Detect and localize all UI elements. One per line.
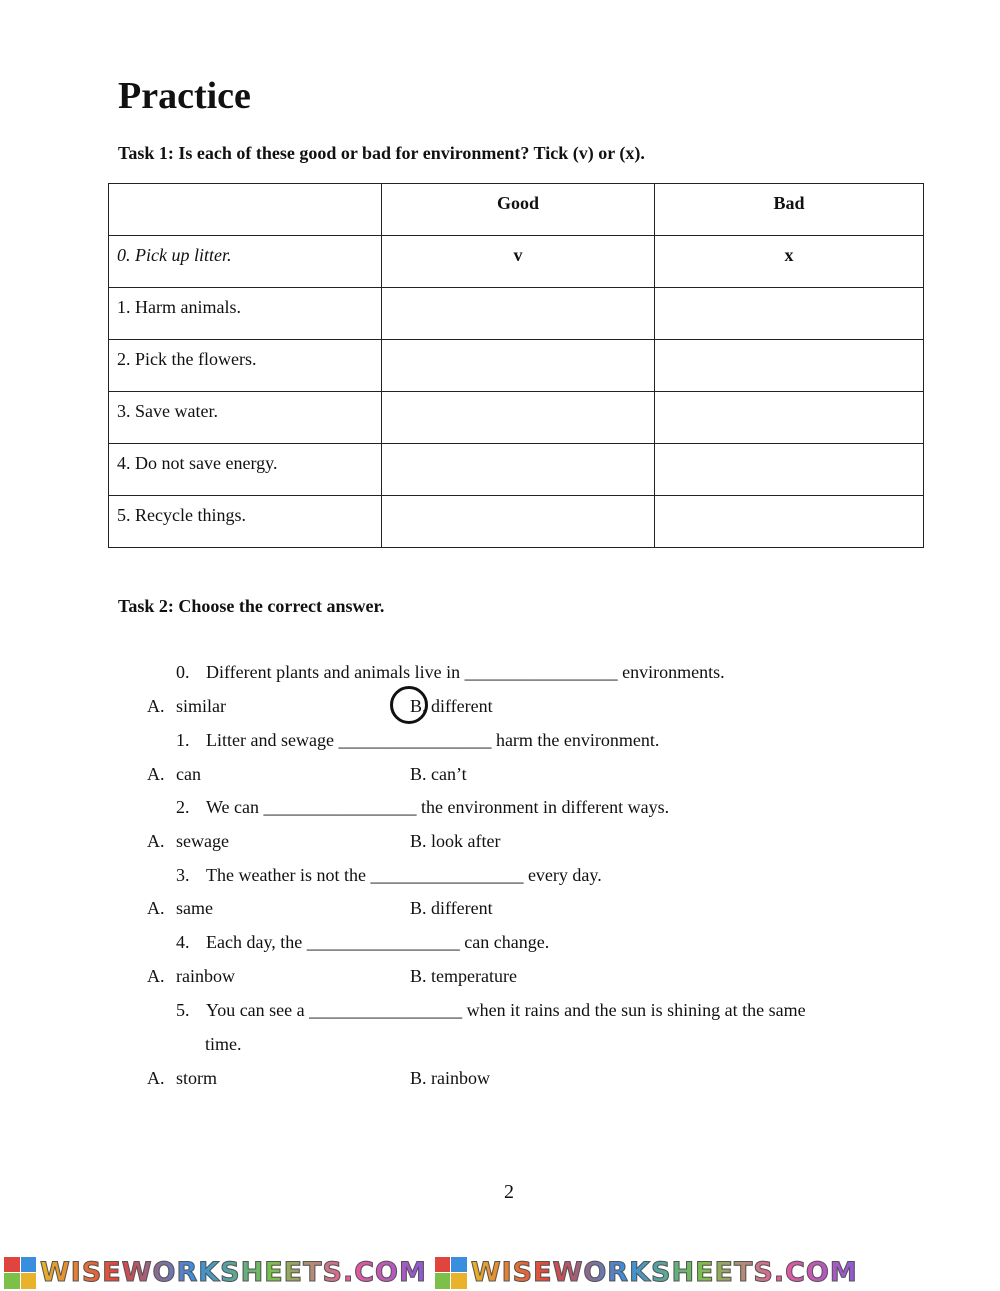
question-5-continuation: time. (205, 1034, 242, 1054)
table-row (109, 236, 924, 288)
logo-cell (21, 1273, 37, 1289)
table-header-row (109, 184, 924, 236)
tick-table (108, 183, 924, 548)
option-a-text: similar (176, 696, 226, 716)
footer-logo (4, 1257, 427, 1289)
option-a[interactable] (147, 764, 201, 785)
bad-cell: x (655, 236, 924, 288)
brand-text: WISEWORKSHEETS.COM (470, 1257, 858, 1288)
question-3 (176, 865, 602, 886)
option-a-text: same (176, 898, 213, 918)
logo-cell (4, 1257, 20, 1273)
question-2 (176, 797, 669, 818)
table-row (109, 340, 924, 392)
question-number: 4. (176, 932, 190, 952)
answer-circle-mark (390, 686, 428, 724)
bad-cell[interactable] (655, 392, 924, 444)
option-b[interactable]: B. different (410, 898, 493, 918)
option-a-label: A. (147, 831, 165, 851)
question-text: Different plants and animals live in _________________ environments. (206, 662, 725, 682)
logo-grid-icon (435, 1257, 467, 1289)
logo-cell (435, 1257, 451, 1273)
bad-cell[interactable] (655, 496, 924, 548)
bad-cell[interactable] (655, 288, 924, 340)
option-a-text: sewage (176, 831, 229, 851)
option-a-label: A. (147, 966, 165, 986)
option-a-label: A. (147, 898, 165, 918)
question-text: We can _________________ the environment in different ways. (206, 797, 670, 817)
statement-cell: 1. Harm animals. (109, 288, 382, 340)
logo-cell (4, 1273, 20, 1289)
statement-cell: 3. Save water. (109, 392, 382, 444)
option-a-text: can (176, 764, 201, 784)
question-text: The weather is not the _________________ every day. (206, 865, 602, 885)
brand-text: WISEWORKSHEETS.COM (40, 1257, 427, 1288)
question-number: 1. (176, 730, 190, 750)
table-row (109, 288, 924, 340)
logo-cell (21, 1257, 37, 1273)
option-b[interactable]: B. rainbow (410, 1068, 490, 1088)
question-text: Each day, the _________________ can change. (206, 932, 550, 952)
question-4 (176, 932, 549, 953)
option-a-label: A. (147, 1068, 165, 1088)
statement-cell: 5. Recycle things. (109, 496, 382, 548)
logo-cell (451, 1273, 467, 1289)
good-cell[interactable] (382, 288, 655, 340)
option-b[interactable]: B. look after (410, 831, 501, 851)
header-good: Good (382, 184, 655, 236)
bad-cell[interactable] (655, 444, 924, 496)
logo-cell (435, 1273, 451, 1289)
question-number: 3. (176, 865, 190, 885)
option-a-label: A. (147, 696, 165, 716)
option-b[interactable]: B. temperature (410, 966, 517, 986)
statement-cell: 4. Do not save energy. (109, 444, 382, 496)
option-a[interactable] (147, 898, 213, 919)
option-a[interactable] (147, 966, 235, 987)
option-a[interactable] (147, 1068, 217, 1089)
option-a-label: A. (147, 764, 165, 784)
good-cell: v (382, 236, 655, 288)
table-row (109, 496, 924, 548)
good-cell[interactable] (382, 340, 655, 392)
question-1 (176, 730, 659, 751)
page-title: Practice (118, 75, 251, 117)
table-row (109, 444, 924, 496)
good-cell[interactable] (382, 444, 655, 496)
bad-cell[interactable] (655, 340, 924, 392)
question-text: You can see a _________________ when it rains and the sun is shining at the same (206, 1000, 806, 1020)
question-5 (176, 1000, 806, 1021)
option-a-text: storm (176, 1068, 218, 1088)
question-number: 5. (176, 1000, 190, 1020)
question-number: 2. (176, 797, 190, 817)
good-cell[interactable] (382, 496, 655, 548)
footer-watermark (0, 1254, 1000, 1291)
table-row (109, 392, 924, 444)
page-number: 2 (504, 1181, 514, 1203)
task2-heading: Task 2: Choose the correct answer. (118, 596, 385, 616)
statement-cell: 2. Pick the flowers. (109, 340, 382, 392)
logo-grid-icon (4, 1257, 36, 1289)
question-text: Litter and sewage _________________ harm the environment. (206, 730, 660, 750)
logo-cell (451, 1257, 467, 1273)
statement-cell: 0. Pick up litter. (109, 236, 382, 288)
option-b[interactable]: B. can’t (410, 764, 467, 784)
task1-heading: Task 1: Is each of these good or bad for environment? Tick (v) or (x). (118, 143, 645, 163)
header-statement (109, 184, 382, 236)
option-a-text: rainbow (176, 966, 235, 986)
option-b[interactable]: B. different (410, 696, 493, 716)
good-cell[interactable] (382, 392, 655, 444)
footer-logo (435, 1257, 858, 1289)
option-a[interactable] (147, 831, 229, 852)
header-bad: Bad (655, 184, 924, 236)
option-a[interactable] (147, 696, 226, 717)
question-0 (176, 662, 725, 683)
question-number: 0. (176, 662, 190, 682)
